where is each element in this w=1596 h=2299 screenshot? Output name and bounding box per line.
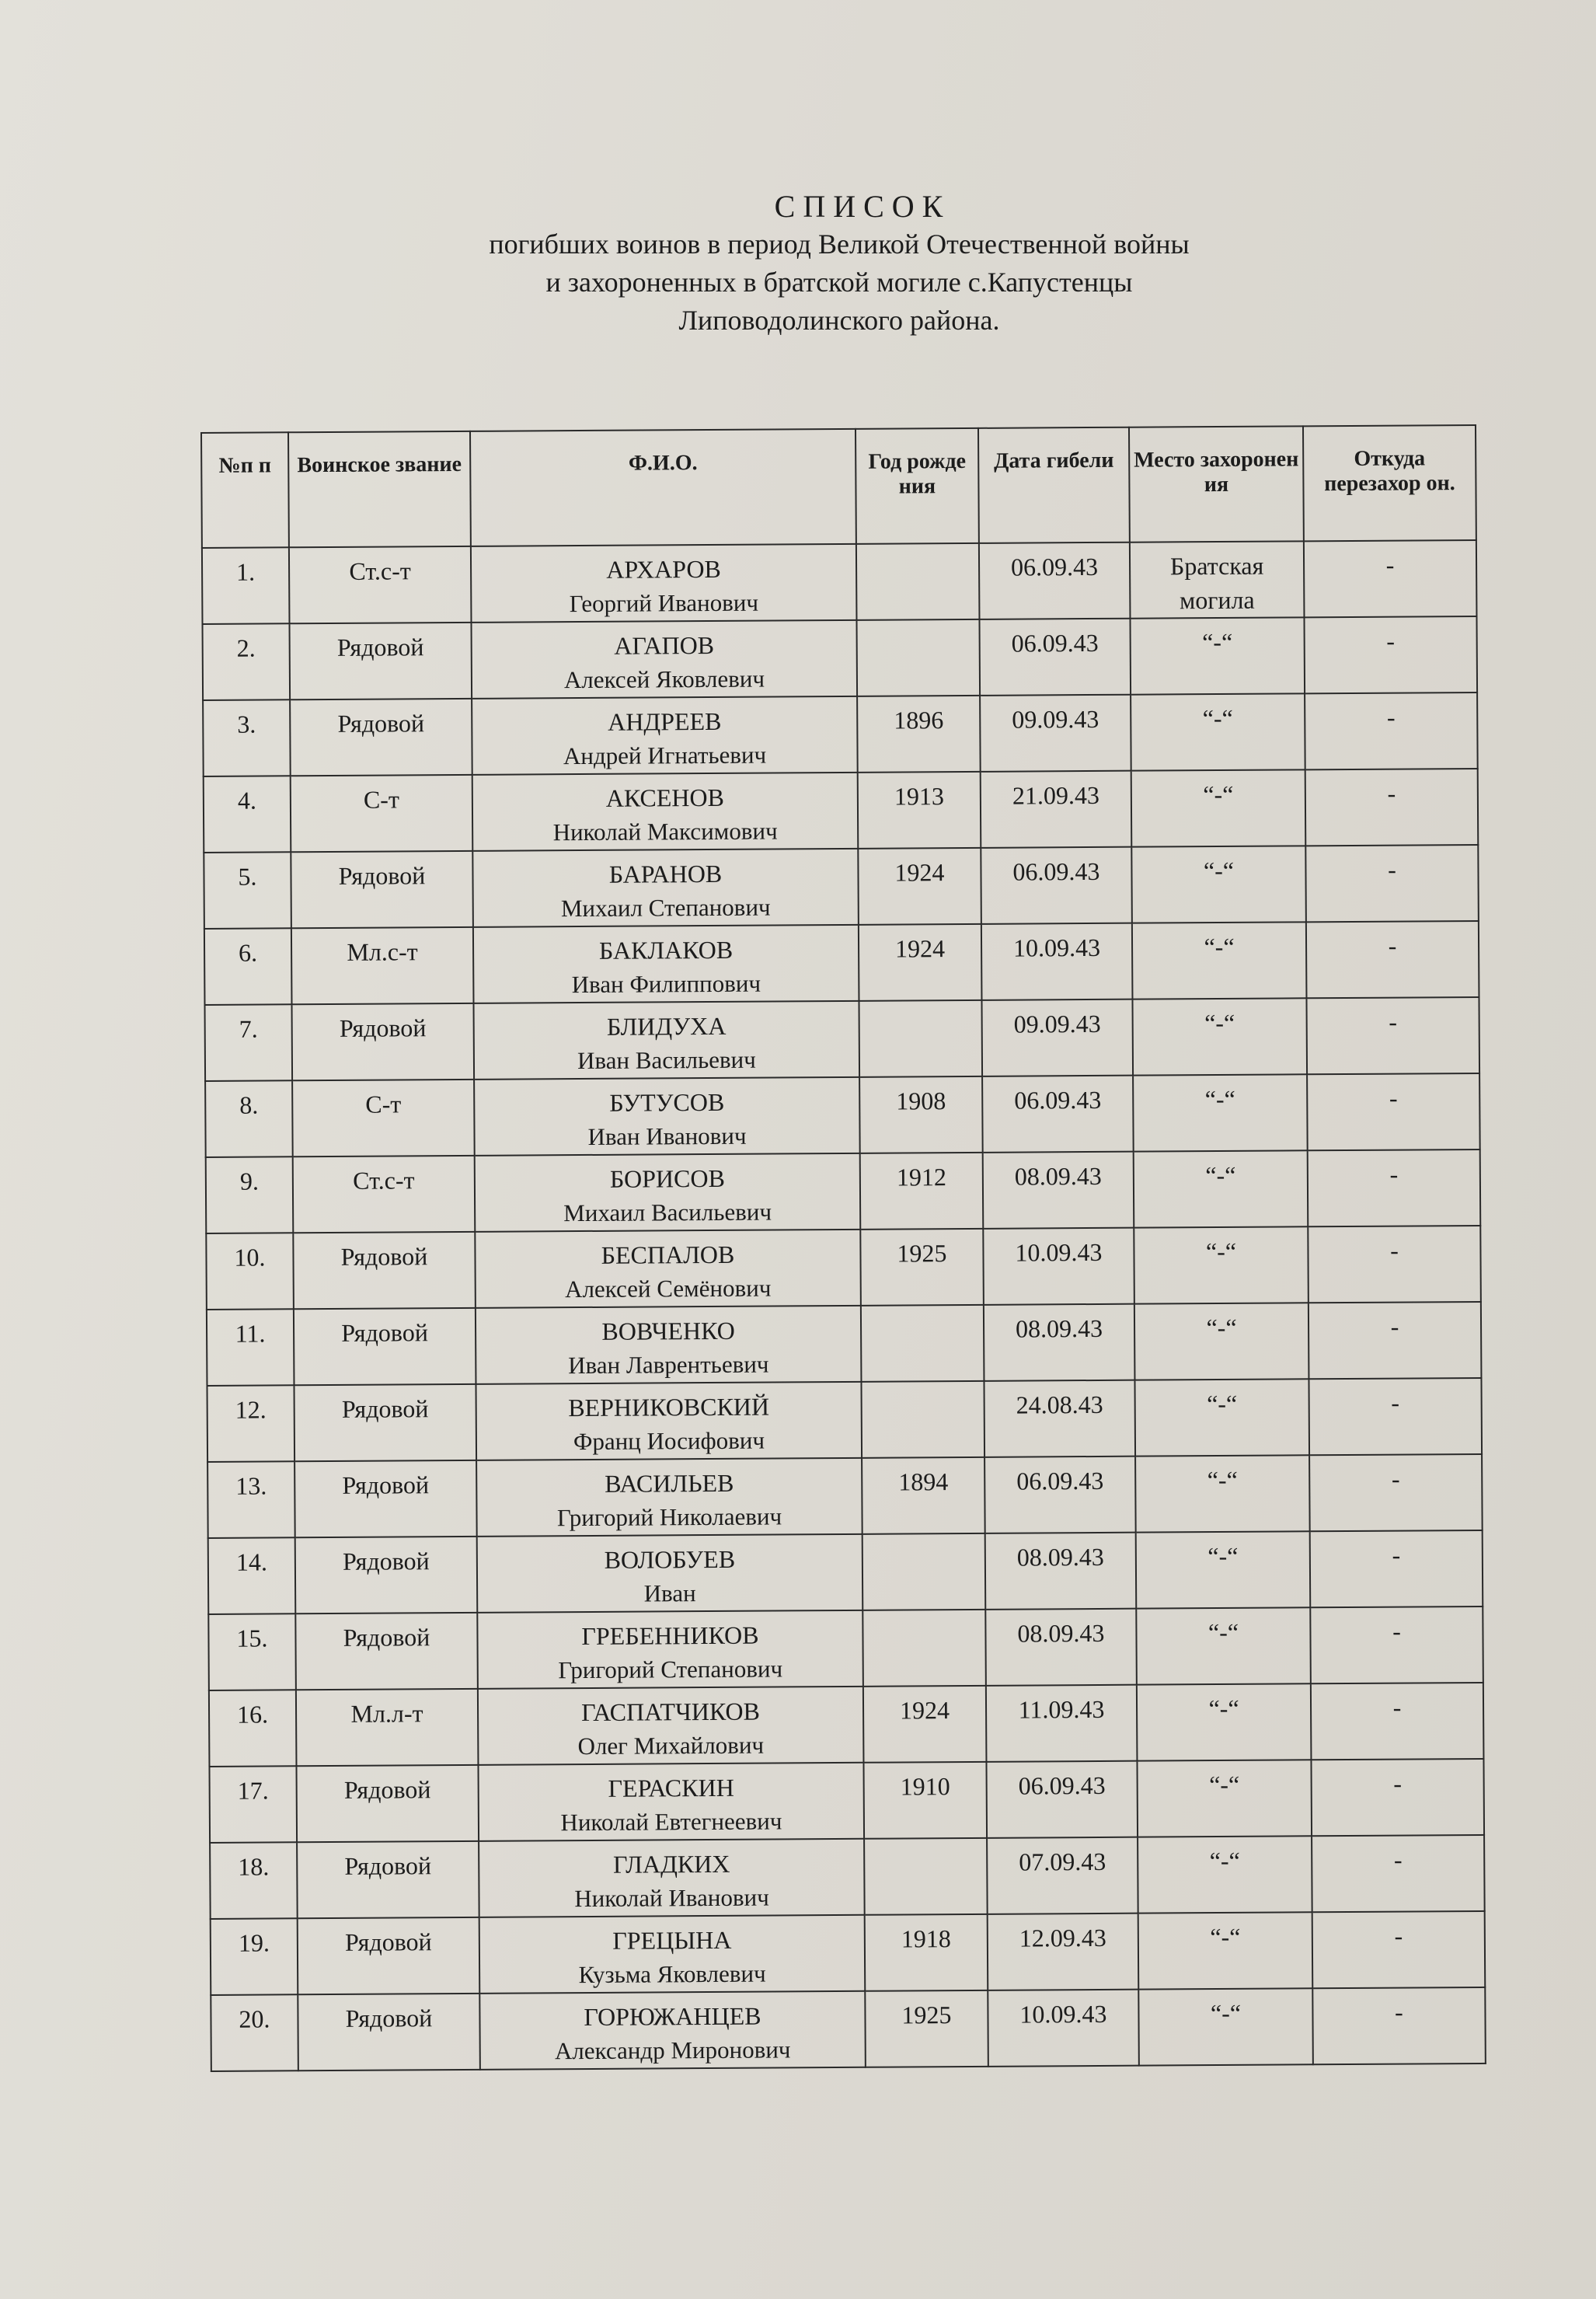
row-num: 11. <box>207 1309 294 1386</box>
row-burial-place: “-“ <box>1134 1226 1309 1303</box>
header-rank: Воинское звание <box>288 431 471 547</box>
row-surname: ВОВЧЕНКО <box>601 1316 735 1345</box>
row-given-names: Михаил Васильевич <box>563 1198 772 1227</box>
row-rank: С-т <box>292 1080 475 1156</box>
row-full-name <box>472 620 858 699</box>
row-reburied-from: - <box>1312 1911 1486 1988</box>
row-burial-place: “-“ <box>1132 998 1307 1075</box>
row-burial-place: “-“ <box>1134 1150 1309 1227</box>
table-row <box>209 1759 1484 1843</box>
row-reburied-from: - <box>1312 1987 1486 2064</box>
table-row <box>202 540 1477 624</box>
row-num: 5. <box>204 852 291 929</box>
row-num: 4. <box>204 776 291 853</box>
row-burial-place: “-“ <box>1131 846 1306 923</box>
header-birth-year: Год рожде ния <box>855 428 979 544</box>
row-full-name <box>473 925 859 1003</box>
row-rank: Рядовой <box>294 1384 476 1461</box>
row-given-names: Иван Филиппович <box>571 969 761 999</box>
row-num: 18. <box>210 1842 298 1919</box>
row-num: 1. <box>202 547 290 624</box>
row-reburied-from: - <box>1310 1607 1483 1683</box>
row-reburied-from: - <box>1305 769 1479 846</box>
row-death-date: 24.08.43 <box>984 1380 1135 1457</box>
row-rank: Рядовой <box>298 1994 480 2070</box>
row-birth-year: 1925 <box>865 1990 988 2067</box>
row-rank: Мл.с-т <box>291 927 474 1004</box>
row-reburied-from: - <box>1309 1302 1482 1379</box>
header-death-date: Дата гибели <box>978 427 1130 543</box>
row-death-date: 12.09.43 <box>988 1914 1139 1990</box>
row-burial-place: “-“ <box>1130 617 1305 694</box>
row-reburied-from: - <box>1306 997 1479 1074</box>
row-given-names: Франц Иосифович <box>573 1426 765 1456</box>
row-death-date: 06.09.43 <box>986 1761 1138 1838</box>
row-given-names: Иван Васильевич <box>577 1045 756 1075</box>
table-row <box>205 997 1480 1081</box>
table-row <box>209 1683 1484 1767</box>
table-header-row <box>201 425 1476 548</box>
row-reburied-from: - <box>1304 616 1477 693</box>
document-header <box>373 188 1305 340</box>
row-rank: Рядовой <box>296 1765 479 1842</box>
row-given-names: Иван Иванович <box>587 1122 747 1150</box>
row-full-name <box>478 1687 864 1765</box>
row-full-name <box>478 1763 864 1841</box>
row-num: 16. <box>209 1690 297 1767</box>
row-death-date: 08.09.43 <box>985 1609 1137 1686</box>
row-birth-year <box>862 1610 986 1687</box>
row-given-names: Александр Миронович <box>554 2036 791 2065</box>
row-death-date: 07.09.43 <box>987 1837 1138 1914</box>
row-surname: АКСЕНОВ <box>605 783 725 812</box>
row-num: 8. <box>205 1080 293 1157</box>
row-surname: ГЕРАСКИН <box>608 1773 734 1802</box>
row-death-date: 21.09.43 <box>981 771 1132 848</box>
row-birth-year: 1924 <box>858 848 981 925</box>
row-full-name <box>479 1915 866 1994</box>
row-burial-place: “-“ <box>1131 769 1306 846</box>
table-row <box>204 845 1479 929</box>
row-num: 9. <box>206 1156 294 1233</box>
row-num: 6. <box>204 928 292 1005</box>
row-given-names: Михаил Степанович <box>560 893 771 923</box>
row-reburied-from: - <box>1308 1226 1481 1303</box>
table-row <box>207 1302 1482 1386</box>
row-num: 3. <box>203 699 291 776</box>
table-row <box>204 921 1479 1005</box>
row-full-name <box>477 1534 863 1613</box>
row-surname: БЕСПАЛОВ <box>601 1240 735 1269</box>
header-reburied-from: Откуда перезахор он. <box>1303 425 1476 541</box>
row-burial-place: “-“ <box>1133 1074 1308 1151</box>
row-surname: АНДРЕЕВ <box>608 706 722 736</box>
row-death-date: 06.09.43 <box>982 1076 1134 1153</box>
row-rank: Рядовой <box>298 1917 480 1994</box>
table-body <box>202 540 1486 2071</box>
row-rank: Рядовой <box>290 623 472 699</box>
row-death-date: 09.09.43 <box>980 695 1131 772</box>
row-surname: БАКЛАКОВ <box>598 935 734 965</box>
header-num: №п п <box>201 432 289 548</box>
row-birth-year: 1913 <box>858 772 981 849</box>
row-full-name <box>473 1001 859 1080</box>
row-surname: БОРИСОВ <box>609 1163 725 1193</box>
document-title: СПИСОК <box>774 189 951 224</box>
row-birth-year <box>861 1381 984 1458</box>
row-death-date: 10.09.43 <box>988 1990 1139 2067</box>
row-num: 12. <box>207 1385 294 1462</box>
row-birth-year <box>862 1533 986 1610</box>
row-burial-place: “-“ <box>1134 1379 1309 1456</box>
table-row <box>210 1835 1485 1919</box>
row-burial-place: “-“ <box>1138 1836 1312 1913</box>
table-row <box>211 1911 1486 1995</box>
row-burial-place: “-“ <box>1135 1455 1310 1532</box>
casualty-table <box>200 424 1486 2072</box>
row-surname: БЛИДУХА <box>606 1011 727 1041</box>
row-death-date: 06.09.43 <box>984 1456 1136 1533</box>
row-reburied-from: - <box>1311 1683 1484 1760</box>
row-reburied-from: - <box>1309 1378 1482 1455</box>
table-row <box>211 1987 1486 2071</box>
row-birth-year: 1894 <box>862 1457 985 1534</box>
row-full-name <box>476 1382 862 1460</box>
table-row <box>207 1378 1482 1462</box>
row-given-names: Андрей Игнатьевич <box>563 741 767 770</box>
header-burial-place: Место захоронен ия <box>1129 426 1304 542</box>
row-given-names: Алексей Яковлевич <box>563 665 765 694</box>
row-burial-place: “-“ <box>1134 1303 1309 1380</box>
row-surname: БУТУСОВ <box>609 1087 725 1117</box>
row-surname: ГОРЮЖАНЦЕВ <box>584 2001 761 2032</box>
row-birth-year <box>861 1305 984 1382</box>
row-burial-place: “-“ <box>1137 1760 1312 1837</box>
row-num: 14. <box>208 1537 296 1614</box>
row-surname: ВЕРНИКОВСКИЙ <box>568 1392 770 1422</box>
row-surname: ГРЕБЕННИКОВ <box>581 1620 759 1651</box>
row-rank: Рядовой <box>297 1841 479 1918</box>
row-birth-year <box>864 1838 988 1915</box>
row-num: 2. <box>203 623 291 700</box>
row-surname: БАРАНОВ <box>608 859 723 888</box>
table-row <box>206 1226 1481 1310</box>
row-reburied-from: - <box>1305 692 1478 769</box>
row-given-names: Николай Евтегнеевич <box>560 1807 782 1837</box>
row-surname: ВОЛОБУЕВ <box>604 1544 736 1574</box>
row-burial-place: “-“ <box>1132 922 1307 999</box>
row-given-names: Иван <box>643 1579 696 1607</box>
row-burial-place: Братская могила <box>1130 541 1305 618</box>
row-reburied-from: - <box>1312 1835 1485 1912</box>
row-rank: Рядовой <box>295 1613 478 1690</box>
row-burial-place: “-“ <box>1136 1531 1311 1608</box>
row-birth-year: 1912 <box>860 1153 984 1230</box>
row-reburied-from: - <box>1306 921 1479 998</box>
row-surname: ГРЕЦЫНА <box>612 1925 732 1955</box>
subtitle-line-3: Липоводолинского района. <box>678 305 1000 336</box>
row-birth-year <box>856 543 980 620</box>
row-burial-place: “-“ <box>1136 1607 1311 1684</box>
subtitle-line-1: погибших воинов в период Великой Отечественной войны <box>489 229 1190 260</box>
row-birth-year: 1896 <box>857 696 981 773</box>
row-surname: ГЛАДКИХ <box>613 1849 730 1879</box>
table-row <box>204 769 1479 853</box>
row-reburied-from: - <box>1308 1150 1481 1226</box>
row-given-names: Иван Лаврентьевич <box>568 1350 769 1380</box>
row-rank: Ст.с-т <box>293 1156 476 1233</box>
row-rank: Рядовой <box>294 1308 476 1385</box>
row-death-date: 10.09.43 <box>981 923 1133 1000</box>
row-birth-year: 1925 <box>860 1229 984 1306</box>
row-burial-place: “-“ <box>1137 1683 1312 1760</box>
row-given-names: Алексей Семёнович <box>565 1274 772 1303</box>
row-birth-year: 1908 <box>859 1076 983 1153</box>
row-given-names: Олег Михайлович <box>577 1731 765 1760</box>
row-full-name <box>477 1610 863 1689</box>
row-surname: ВАСИЛЬЕВ <box>605 1468 734 1498</box>
row-rank: Рядовой <box>291 851 473 928</box>
row-reburied-from: - <box>1307 1073 1480 1150</box>
row-num: 20. <box>211 1994 298 2071</box>
row-given-names: Николай Максимович <box>552 817 778 846</box>
row-birth-year <box>856 619 980 696</box>
row-rank: С-т <box>291 775 473 852</box>
row-death-date: 08.09.43 <box>983 1152 1134 1229</box>
row-death-date: 10.09.43 <box>983 1228 1134 1305</box>
row-death-date: 08.09.43 <box>984 1304 1135 1381</box>
subtitle-line-2: и захороненных в братской могиле с.Капустенцы <box>545 267 1133 298</box>
row-burial-place: “-“ <box>1131 693 1305 770</box>
row-reburied-from: - <box>1310 1530 1483 1607</box>
row-reburied-from: - <box>1311 1759 1484 1836</box>
row-surname: АГАПОВ <box>614 630 715 660</box>
row-given-names: Григорий Степанович <box>558 1655 783 1684</box>
row-num: 10. <box>206 1233 294 1310</box>
row-birth-year: 1924 <box>863 1686 987 1763</box>
row-given-names: Кузьма Яковлевич <box>578 1959 766 1989</box>
table-row <box>207 1454 1483 1538</box>
row-num: 7. <box>205 1004 293 1081</box>
row-full-name <box>476 1306 862 1384</box>
row-full-name <box>476 1458 862 1537</box>
row-rank: Рядовой <box>295 1537 478 1613</box>
row-surname: АРХАРОВ <box>606 554 721 584</box>
table-row <box>206 1150 1481 1233</box>
row-rank: Рядовой <box>291 1003 474 1080</box>
row-death-date: 09.09.43 <box>981 999 1133 1076</box>
table-row <box>208 1530 1483 1614</box>
row-full-name <box>474 1077 860 1156</box>
row-burial-place: “-“ <box>1138 1988 1313 2065</box>
row-full-name <box>472 849 859 927</box>
row-full-name <box>479 1839 865 1917</box>
row-full-name <box>471 544 857 623</box>
row-num: 15. <box>208 1613 296 1690</box>
row-rank: Ст.с-т <box>289 546 472 623</box>
row-full-name <box>475 1230 861 1308</box>
table-row <box>203 692 1478 776</box>
row-full-name <box>479 1991 866 2070</box>
row-given-names: Георгий Иванович <box>569 588 759 618</box>
table-row <box>205 1073 1480 1157</box>
row-birth-year: 1918 <box>865 1914 988 1991</box>
row-full-name <box>472 773 859 851</box>
row-given-names: Григорий Николаевич <box>556 1502 782 1532</box>
row-rank: Рядовой <box>293 1232 476 1309</box>
row-death-date: 06.09.43 <box>981 847 1132 924</box>
row-num: 17. <box>209 1766 297 1843</box>
row-full-name <box>475 1153 861 1232</box>
row-rank: Рядовой <box>290 699 472 776</box>
header-name: Ф.И.О. <box>470 429 856 546</box>
row-num: 13. <box>207 1461 295 1538</box>
table-row <box>208 1607 1483 1690</box>
row-death-date: 06.09.43 <box>979 542 1131 619</box>
row-death-date: 06.09.43 <box>979 619 1131 696</box>
row-burial-place: “-“ <box>1138 1912 1313 1989</box>
row-birth-year <box>859 1000 982 1077</box>
row-death-date: 11.09.43 <box>986 1685 1138 1762</box>
row-rank: Рядовой <box>294 1460 477 1537</box>
row-rank: Мл.л-т <box>296 1689 479 1766</box>
row-birth-year: 1910 <box>863 1762 987 1839</box>
row-num: 19. <box>211 1918 298 1995</box>
row-reburied-from: - <box>1309 1454 1483 1531</box>
row-birth-year: 1924 <box>859 924 982 1001</box>
row-reburied-from: - <box>1304 540 1477 617</box>
row-surname: ГАСПАТЧИКОВ <box>581 1697 761 1727</box>
row-death-date: 08.09.43 <box>985 1533 1137 1610</box>
table-row <box>203 616 1478 700</box>
row-full-name <box>472 696 858 775</box>
row-given-names: Николай Иванович <box>574 1883 769 1913</box>
row-reburied-from: - <box>1305 845 1479 922</box>
